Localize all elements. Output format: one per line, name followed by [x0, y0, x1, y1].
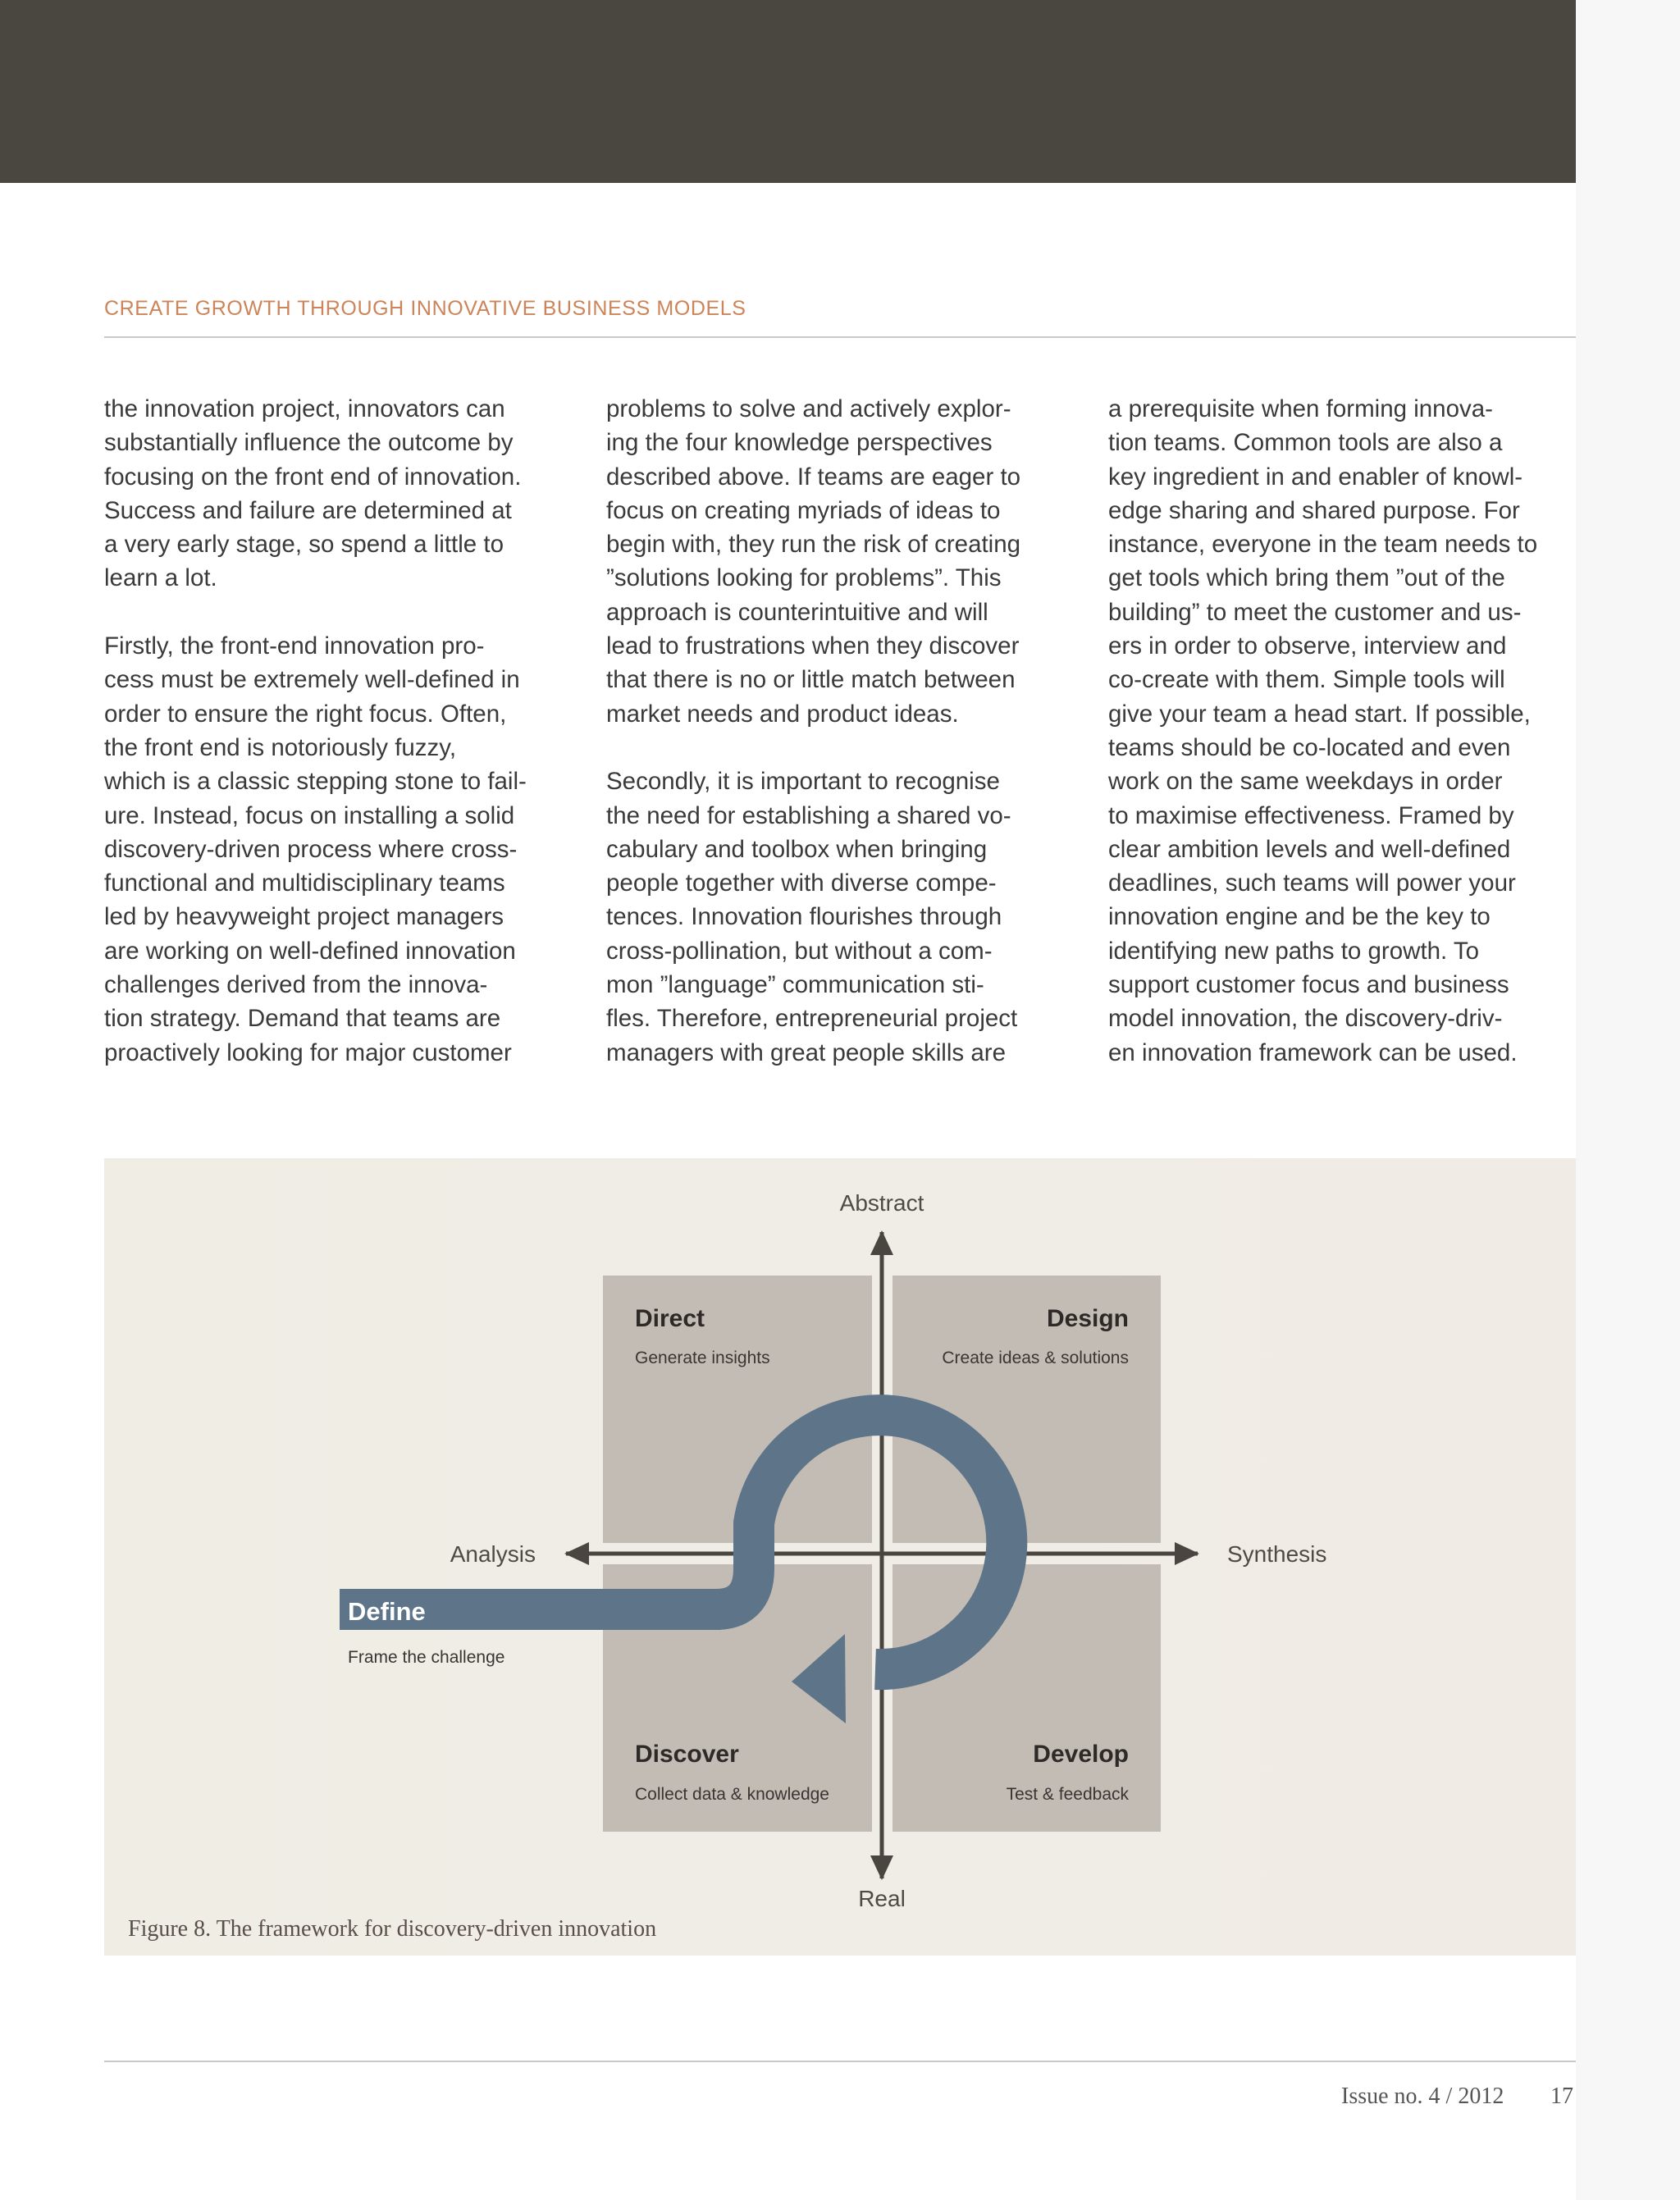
paragraph: problems to solve and actively explor- ing the four knowledge perspectives described above. If teams are eager to focus on creating myriads of ideas to begin with, they run the risk of creating ”solutions looking for problems”. This approach is counterintuitive and will lead to frustrations when they discover that there is no or little match between market needs and product ideas.	[606, 395, 1021, 728]
paragraph: Secondly, it is important to recognise the need for establishing a shared vo- cabulary and toolbox when bringing people together with diverse compe- tences. Innovation flourishes through cross-pollination, but without a com- mon ”language” communication sti- fles. Therefore, entrepreneurial project managers with great people skills are	[606, 768, 1018, 1066]
define-title: Define	[348, 1597, 426, 1626]
framework-diagram	[104, 1158, 1576, 1956]
header-divider	[104, 336, 1576, 338]
text-column-1	[104, 392, 572, 1070]
quadrant-title-develop: Develop	[1033, 1741, 1129, 1768]
quadrant-subtitle-develop: Test & feedback	[1006, 1785, 1129, 1804]
page-edge-strip	[1576, 0, 1680, 2200]
footer-divider	[104, 2061, 1576, 2062]
text-column-2	[606, 392, 1074, 1070]
define-subtitle: Frame the challenge	[348, 1648, 505, 1667]
figure-panel	[104, 1158, 1576, 1956]
text-column-3	[1108, 392, 1576, 1070]
quadrant-subtitle-design: Create ideas & solutions	[942, 1349, 1129, 1367]
quadrant-title-discover: Discover	[635, 1741, 739, 1768]
axis-label-synthesis: Synthesis	[1227, 1541, 1327, 1567]
axis-label-abstract: Abstract	[839, 1190, 924, 1216]
top-banner	[0, 0, 1576, 183]
section-title: CREATE GROWTH THROUGH INNOVATIVE BUSINESS MODELS	[104, 297, 746, 320]
quadrant-subtitle-direct: Generate insights	[635, 1349, 770, 1367]
quadrant-title-design: Design	[1046, 1305, 1129, 1332]
axis-label-analysis: Analysis	[450, 1541, 536, 1567]
axis-label-real: Real	[858, 1886, 906, 1911]
page-number: 17	[1550, 2084, 1573, 2109]
paragraph: the innovation project, innovators can substantially influence the outcome by focusing on the front end of innovation. Success and failure are determined at a very early stage, so spend a little to learn a lot.	[104, 395, 522, 592]
paragraph: Firstly, the front-end innovation pro- cess must be extremely well-defined in order to ensure the right focus. Often, the front end is notoriously fuzzy, which is a classic stepping stone to fail- ure. Instead, focus on installing a solid discovery-driven process where cross- functional and multidisciplinary teams led by heavyweight project managers are working on well-defined innovation challenges derived from the innova- tion strategy. Demand that teams are proactively looking for major customer	[104, 632, 527, 1066]
figure-caption: Figure 8. The framework for discovery-driven innovation	[128, 1916, 657, 1942]
issue-label: Issue no. 4 / 2012	[1341, 2084, 1504, 2109]
quadrant-title-direct: Direct	[635, 1305, 705, 1332]
quadrant-subtitle-discover: Collect data & knowledge	[635, 1785, 829, 1804]
paragraph: a prerequisite when forming innova- tion teams. Common tools are also a key ingredient in and enabler of knowl- edge sharing and shared purpose. For instance, everyone in the team needs to get tools which bring them ”out of the building” to meet the customer and us- ers in order to observe, interview and co-create with them. Simple tools will give your team a head start. If possible, teams should be co-located and even work on the same weekdays in order to maximise effectiveness. Framed by clear ambition levels and well-defined deadlines, such teams will power your innovation engine and be the key to identifying new paths to growth. To support customer focus and business model innovation, the discovery-driv- en innovation framework can be used.	[1108, 395, 1538, 1066]
